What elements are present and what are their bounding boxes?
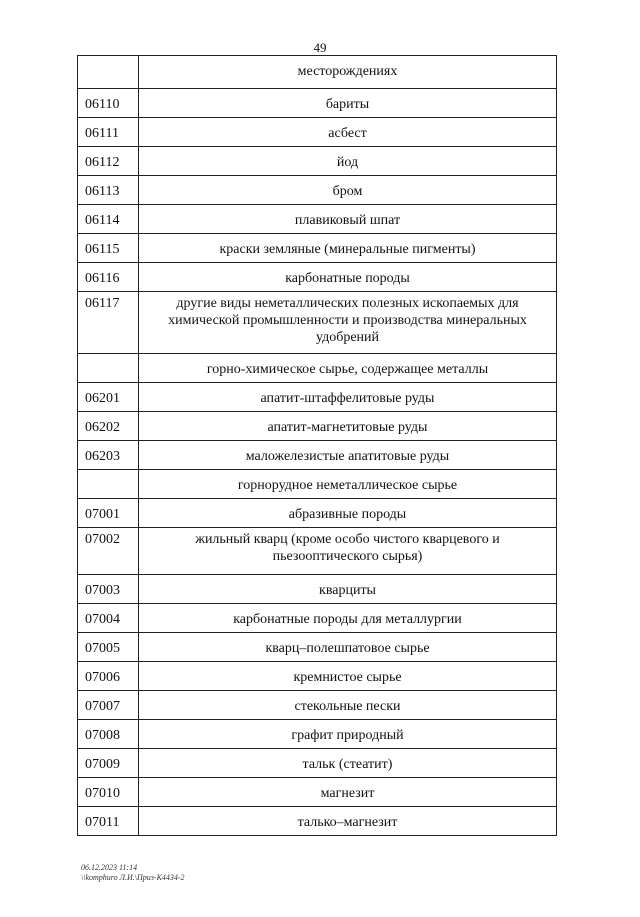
footer-timestamp: 06.12.2023 11:14 [81,863,138,872]
row-code: 06114 [78,205,139,234]
row-description: асбест [139,118,557,147]
table-row [78,441,557,470]
table-row [78,528,557,575]
row-code: 07009 [78,749,139,778]
table-row [78,575,557,604]
row-code: 06112 [78,147,139,176]
table-row [78,292,557,354]
row-code: 06111 [78,118,139,147]
table-row [78,604,557,633]
table-row [78,470,557,499]
row-description: маложелезистые апатитовые руды [139,441,557,470]
row-description: плавиковый шпат [139,205,557,234]
row-description: краски земляные (минеральные пигменты) [139,234,557,263]
row-description: йод [139,147,557,176]
table-row [78,807,557,836]
row-description: стекольные пески [139,691,557,720]
classification-table [77,55,557,836]
row-description: бром [139,176,557,205]
row-code: 06115 [78,234,139,263]
row-code: 07005 [78,633,139,662]
table-row [78,749,557,778]
row-description: жильный кварц (кроме особо чистого кварцевого и пьезооптического сырья) [139,528,557,575]
table-row [78,147,557,176]
table-row [78,354,557,383]
row-code [78,354,139,383]
row-description: апатит-штаффелитовые руды [139,383,557,412]
row-description: кварц–полешпатовое сырье [139,633,557,662]
row-code [78,470,139,499]
row-code: 07007 [78,691,139,720]
row-code: 07011 [78,807,139,836]
table-row [78,778,557,807]
table-row [78,118,557,147]
row-code: 06202 [78,412,139,441]
row-description: талько–магнезит [139,807,557,836]
row-code: 07004 [78,604,139,633]
footer-file-path: \\komphuro Л.И.\Приз-К4434-2 [81,873,185,882]
table-row [78,89,557,118]
row-description: кремнистое сырье [139,662,557,691]
table-row [78,720,557,749]
table-row [78,662,557,691]
table-row [78,412,557,441]
row-code: 07002 [78,528,139,575]
table-row [78,263,557,292]
row-code: 07008 [78,720,139,749]
row-description: графит природный [139,720,557,749]
row-code: 07001 [78,499,139,528]
row-description: кварциты [139,575,557,604]
row-code: 06203 [78,441,139,470]
row-code: 06116 [78,263,139,292]
row-code: 07010 [78,778,139,807]
table-row [78,56,557,89]
row-description: карбонатные породы для металлургии [139,604,557,633]
page-number: 49 [313,40,327,55]
row-code: 07003 [78,575,139,604]
row-description: апатит-магнетитовые руды [139,412,557,441]
row-description: карбонатные породы [139,263,557,292]
row-description: горно-химическое сырье, содержащее металлы [139,354,557,383]
table-row [78,691,557,720]
table-row [78,234,557,263]
table-row [78,205,557,234]
row-code: 07006 [78,662,139,691]
row-code: 06110 [78,89,139,118]
table-body [78,56,557,836]
row-description: магнезит [139,778,557,807]
row-code: 06113 [78,176,139,205]
row-code: 06117 [78,292,139,354]
row-code [78,56,139,89]
row-description: тальк (стеатит) [139,749,557,778]
row-code: 06201 [78,383,139,412]
row-description: абразивные породы [139,499,557,528]
row-description: месторождениях [139,56,557,89]
row-description: горнорудное неметаллическое сырье [139,470,557,499]
table-row [78,176,557,205]
table-row [78,633,557,662]
row-description: бариты [139,89,557,118]
row-description: другие виды неметаллических полезных ископаемых для химической промышленности и производства минеральных удобрений [139,292,557,354]
table-row [78,383,557,412]
table-row [78,499,557,528]
